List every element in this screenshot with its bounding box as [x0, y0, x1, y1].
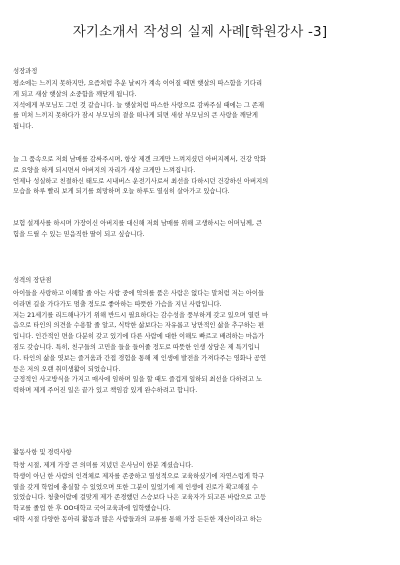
text-line: 입니다. 인간적인 면을 다분히 갖고 있기에 다른 사람에 대한 이해도 빠르고 배려하는 마음가 [13, 333, 265, 341]
section-heading-growth: 성장과정 [13, 68, 38, 75]
document-title: 자기소개서 작성의 실제 사례[학원강사 -3] [72, 24, 328, 40]
text-line: 힘을 드릴 수 있는 믿음직한 딸이 되고 싶습니다. [13, 230, 145, 238]
text-line: 등은 저의 오랜 취미생활이 되었습니다. [13, 365, 121, 373]
text-line: 긍정적인 사고방식을 가지고 매사에 임하며 일을 할 때도 즐겁게 일하되 최선을 다하려고 노 [13, 376, 263, 384]
text-line: 학창 시절, 제게 가장 큰 의미를 지녔던 은사님이 한분 계셨습니다. [13, 462, 194, 469]
text-line: 열을 갖게 학업에 충실할 수 있었으며 또한 그분이 있었기에 제 인생에 진로가 확고해질 수 [13, 483, 259, 491]
text-line: 를 미처 느끼지 못하다가 잠시 부모님의 곁을 떠나게 되면 새삼 부모님의 큰 사랑을 깨닫게 [13, 112, 259, 120]
paragraph [13, 155, 388, 198]
text-line: 짐도 갖습니다. 특히, 친구들의 고민을 들을 들어줄 정도로 따뜻한 인생 상담은 제 특기입니 [13, 343, 261, 351]
text-line: 지석에게 부모님도 그런 것 같습니다. 늘 햇살처럼 따스한 사랑으로 감싸주실 때에는 그 존재 [13, 101, 265, 109]
text-line: 이라면 길을 가다가도 멈출 정도로 좋아하는 따뜻한 가슴을 지닌 사람입니다. [13, 300, 222, 308]
text-line: 학교를 졸업 한 후 OO대학교 국어교육과에 입학했습니다. [13, 505, 171, 513]
text-line: 언제나 성실하고 친절하신 태도로 시내버스 운전기사로서 최선을 다하시던 건강하신 아버지의 [13, 177, 269, 185]
section-heading-activities: 활동사항 및 경력사항 [13, 449, 72, 456]
text-line: 있었습니다. 청출어람에 걸맞게 제가 존경했던 스승보다 나은 교육자가 되고픈 바람으로 고등 [13, 494, 267, 502]
section-heading-personality: 성격의 장단점 [13, 277, 52, 284]
text-line: 음으로 타인의 의견을 수용할 줄 알고, 식탁한 삶보다는 자유롭고 낭만적인 삶을 추구하는 편 [13, 322, 265, 330]
text-line: 늘 그 품속으로 저희 남매를 감싸주시며, 항상 제겐 크게만 느껴지셨던 아버지께서, 건강 악화 [13, 156, 267, 163]
text-line: 게 되고 새삼 햇살의 소중함을 깨닫게 됩니다. [13, 90, 137, 98]
text-line: 평소에는 느끼지 못하지만, 요즘처럼 추운 날씨가 계속 이어질 때면 햇살의 따스함을 기다리 [13, 80, 263, 87]
text-line: 력하며 제게 주어진 일은 끝가 있고 책임감 있게 완수하려고 합니다. [13, 387, 198, 395]
text-line: 다. 타인의 삶을 엿보는 즐거움과 간접 경험을 통해 제 인생에 발전을 가져다주는 영화나 공연 [13, 354, 267, 362]
text-line: 학생이 아닌 한 사람의 인격체로 제자를 존중하고 열성적으로 교육하셨기에 자연스럽게 학구 [13, 472, 265, 480]
text-line: 됩니다. [13, 123, 34, 131]
paragraph [13, 461, 388, 526]
paragraph [13, 219, 388, 241]
text-line: 대학 시절 다양한 동아리 활동과 많은 사람들과의 교류를 통해 가장 든든한 재산이라고 하는 [13, 515, 263, 523]
text-line: 저는 21세기를 리드해나가기 위해 반드시 필요하다는 감수성을 풍부하게 갖고 있으며 열린 마 [13, 311, 269, 319]
text-line: 아이들을 사랑하고 이해할 줄 아는 사람 중에 악의를 품은 사람은 없다는 말처럼 저는 아이들 [13, 290, 265, 297]
text-line: 보험 설계사를 하시며 가장이신 아버지를 대신해 저희 남매를 위해 고생하시는 어머님께, 큰 [13, 220, 263, 227]
paragraph [13, 79, 388, 133]
text-line: 모습을 하루 빨리 보게 되기를 희망하며 오늘 하루도 열심히 살아가고 있습니다. [13, 188, 230, 196]
text-line: 로 요양을 하게 되시면서 아버지의 자리가 새삼 크게만 느껴집니다. [13, 166, 196, 174]
paragraph [13, 289, 388, 397]
